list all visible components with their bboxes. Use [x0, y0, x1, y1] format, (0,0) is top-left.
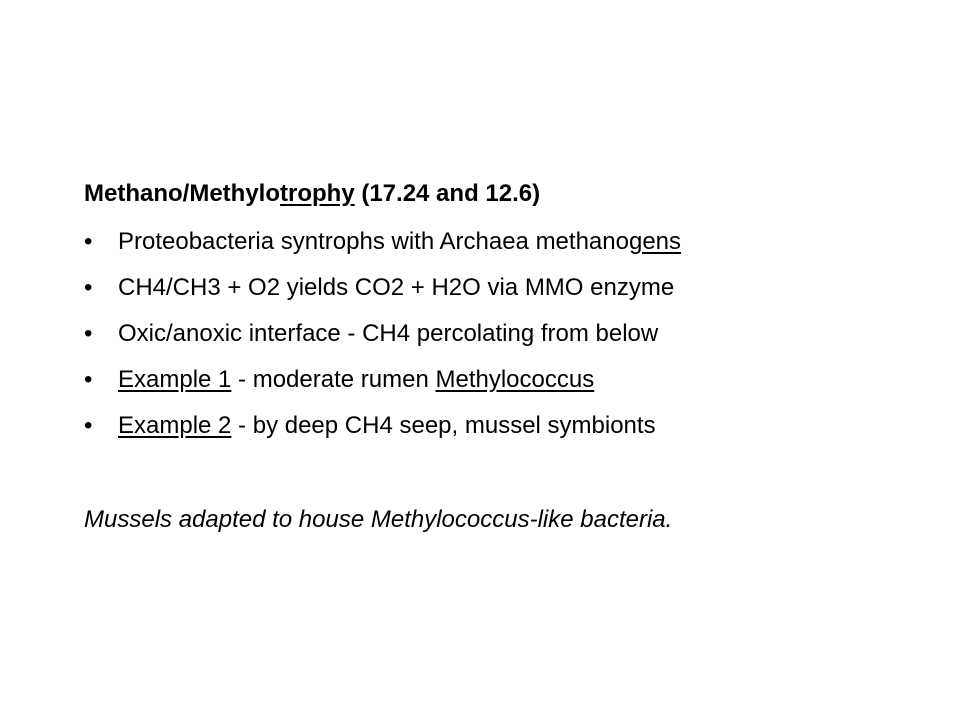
bullet-text-plain: - moderate rumen	[231, 366, 436, 393]
bullet-text-plain: CH4/CH3 + O2 yields CO2 + H2O via MMO enzyme	[118, 274, 675, 301]
bullet-dot: •	[84, 320, 93, 347]
title-prefix: Methano/Methylo	[84, 180, 280, 207]
title-underlined: trophy	[280, 180, 355, 207]
bullet-text	[118, 410, 656, 442]
bullet-dot: •	[84, 366, 93, 393]
bullet-text	[118, 272, 674, 304]
bullet-text-underlined: Methylococcus	[435, 366, 595, 393]
bullet-text-plain: Proteobacteria syntrophs with Archaea methano	[118, 228, 629, 255]
slide-title	[84, 178, 540, 210]
bullet-text	[118, 226, 681, 258]
bullet-text	[118, 364, 594, 396]
bullet-text-underlined: Example 2	[118, 412, 232, 439]
bullet-text-underlined: Example 1	[118, 366, 232, 393]
bullet-text-underlined: gens	[628, 228, 682, 255]
bullet-dot: •	[84, 274, 93, 301]
bullet-text-plain: Oxic/anoxic interface - CH4 percolating from below	[118, 320, 659, 347]
bullet-text	[118, 318, 658, 350]
bullet-dot: •	[84, 412, 93, 439]
title-suffix: (17.24 and 12.6)	[354, 180, 541, 207]
bullet-text-plain: - by deep CH4 seep, mussel symbionts	[231, 412, 656, 439]
bullet-dot: •	[84, 228, 93, 255]
conclusion-text: Mussels adapted to house Methylococcus-like bacteria.	[84, 506, 673, 533]
